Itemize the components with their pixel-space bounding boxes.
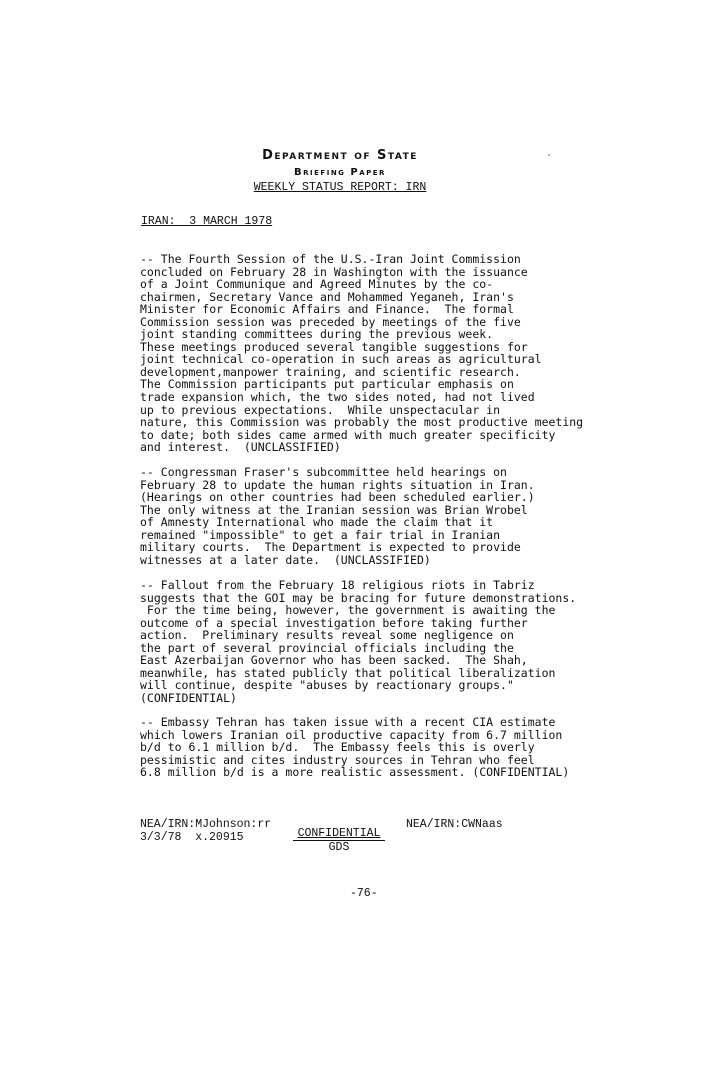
paragraph-tabriz-riots: -- Fallout from the February 18 religious riots in Tabriz suggests that the GOI may be bracing for future demonstrations. For the time being, however, the government is awaiting the outcome of a special investigation before taking further action. Preliminary results reveal some negligence on the part of several provincial officials including the East Azerbaijan Governor who has been sacked. The Shah, meanwhile, has stated publicly that political liberalization will continue, despite "abuses by reactionary groups." (CONFIDENTIAL) [140, 578, 577, 705]
classification-block [293, 827, 385, 854]
department-title: Department of State [262, 148, 418, 163]
paragraph-oil-capacity: -- Embassy Tehran has taken issue with a recent CIA estimate which lowers Iranian oil productive capacity from 6.7 million b/d to 6.1 million b/d. The Embassy feels this is overly pessimistic and cites industry sources in Tehran who feel 6.8 million b/d is a more realistic assessment. (CONFIDENTIAL) [140, 715, 570, 780]
report-title: WEEKLY STATUS REPORT: IRN [253, 181, 427, 194]
paragraph-joint-commission: -- The Fourth Session of the U.S.-Iran Joint Commission concluded on February 28 in Washington with the issuance of a Joint Communique and Agreed Minutes by the co- chairmen, Secretary Vance and Mohammed Yeganeh, Iran's Minister for Economic Affairs and Finance. The formal Commission session was preceded by meetings of the five joint standing committees during the previous week. These meetings produced several tangible suggestions for joint technical co-operation in such areas as agricultural development,manpower training, and scientific research. The Commission participants put particular emphasis on trade expansion which, the two sides noted, had not lived up to previous expectations. While unspectacular in nature, this Commission was probably the most productive meeting to date; both sides came armed with much greater specificity and interest. (UNCLASSIFIED) [140, 252, 584, 455]
scan-speck [548, 154, 550, 156]
letterhead [210, 147, 470, 195]
page-number: -76- [350, 887, 378, 900]
classification-label: CONFIDENTIAL [297, 827, 381, 840]
clearance-line: NEA/IRN:CWNaas [406, 818, 503, 831]
declassification-label: GDS [293, 840, 385, 854]
paragraph-human-rights-hearings: -- Congressman Fraser's subcommittee held hearings on February 28 to update the human rights situation in Iran. (Hearings on other countries had been scheduled earlier.) The only witness at the Iranian session was Brian Wrobel of Amnesty International who made the claim that it remained "impossible" to get a fair trial in Iranian military courts. The Department is expected to provide witnesses at a later date. (UNCLASSIFIED) [140, 465, 535, 567]
dateline: IRAN: 3 MARCH 1978 [141, 215, 273, 228]
drafter-line: NEA/IRN:MJohnson:rr 3/3/78 x.20915 [140, 818, 272, 844]
briefing-paper-title: Briefing Paper [294, 167, 386, 178]
